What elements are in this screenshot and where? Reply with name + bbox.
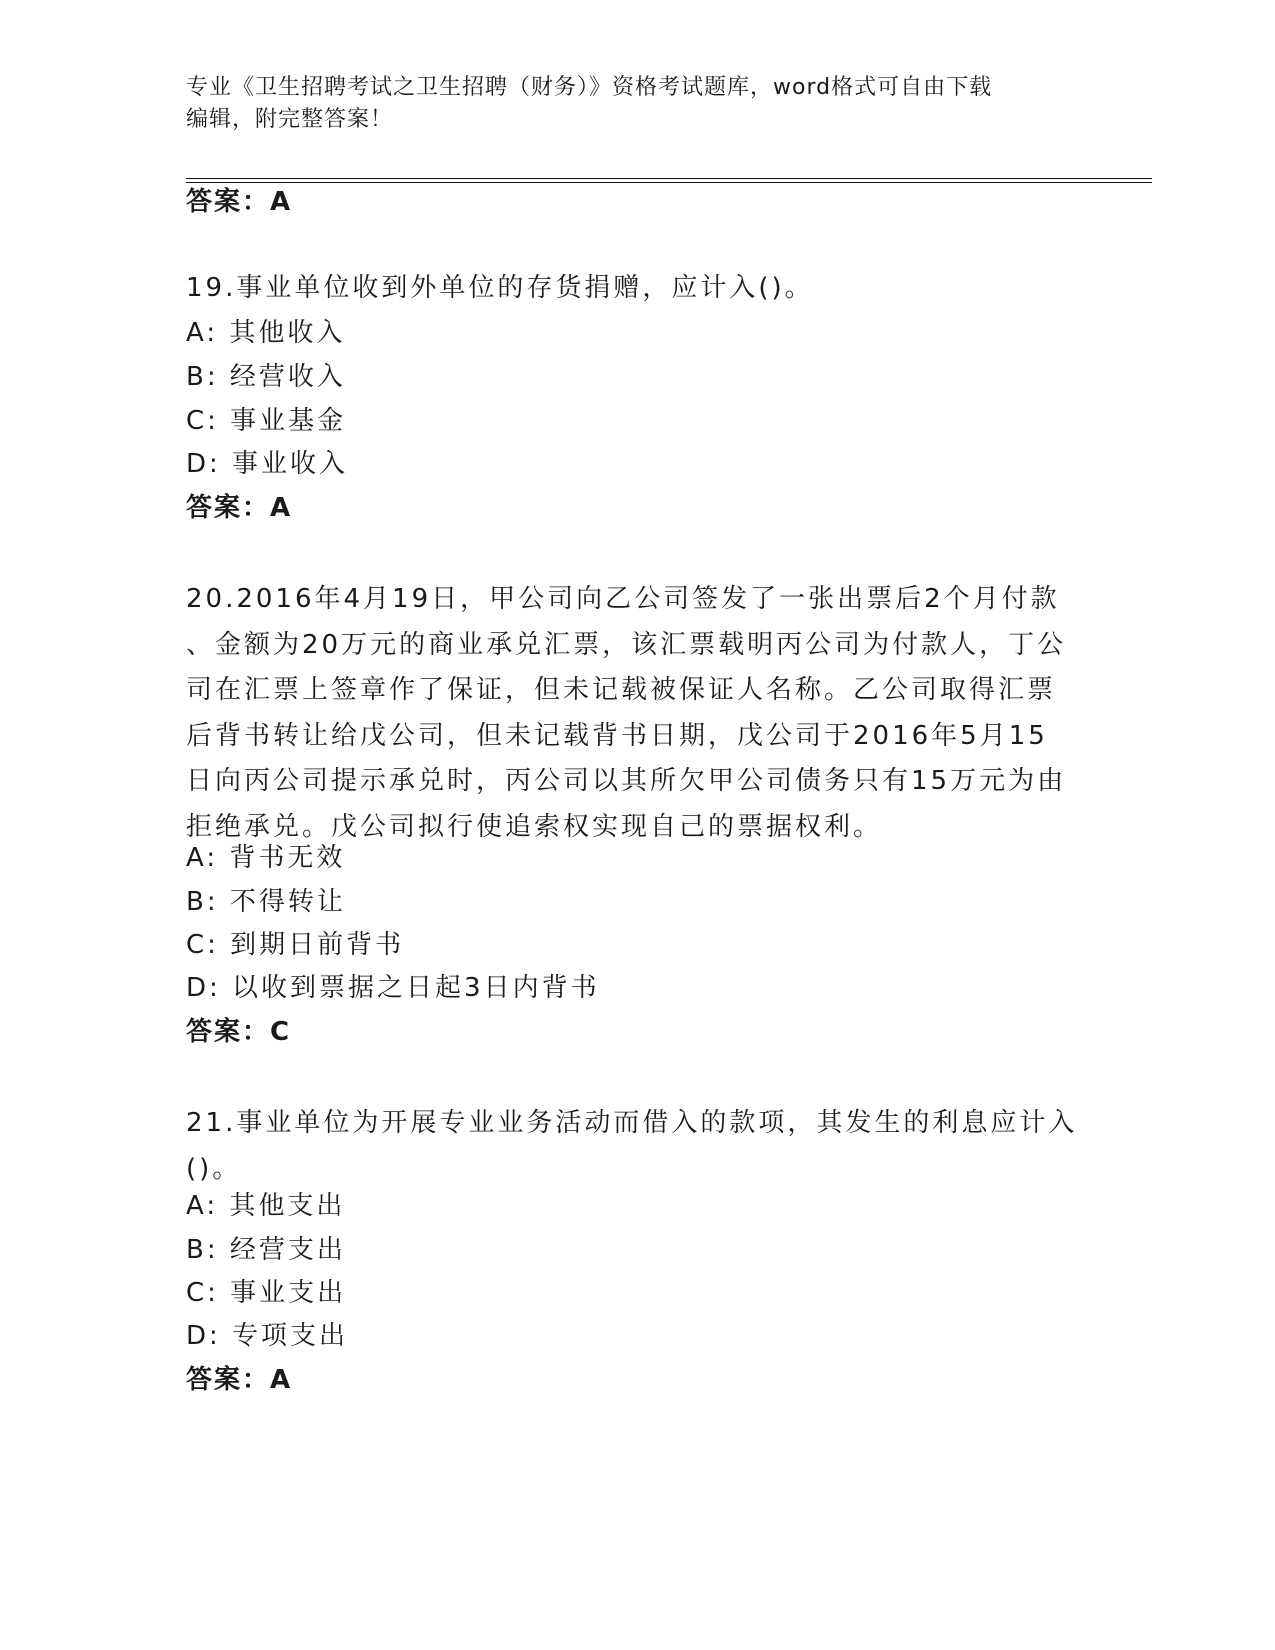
q21-question-line-2: ()。 — [186, 1153, 242, 1184]
q21-option-b: B: 经营支出 — [186, 1235, 346, 1265]
q20-option-b: B: 不得转让 — [186, 887, 346, 917]
q19-option-b: B: 经营收入 — [186, 362, 346, 392]
q20-question-line-4: 后背书转让给戊公司，但未记载背书日期，戊公司于2016年5月15 — [186, 720, 1048, 751]
header-line-1: 专业《卫生招聘考试之卫生招聘（财务）》资格考试题库，word格式可自由下载 — [186, 75, 993, 100]
header-line-2: 编辑，附完整答案！ — [186, 107, 394, 132]
q20-question-line-6: 拒绝承兑。戊公司拟行使追索权实现自己的票据权利。 — [186, 811, 883, 842]
q19-question: 19.事业单位收到外单位的存货捐赠，应计入()。 — [186, 273, 814, 303]
previous-answer: 答案：A — [186, 187, 293, 217]
q20-option-c: C: 到期日前背书 — [186, 930, 405, 960]
q21-option-a: A: 其他支出 — [186, 1191, 346, 1221]
q19-option-a: A: 其他收入 — [186, 318, 346, 348]
page-header — [186, 72, 1086, 136]
q20-option-a: A: 背书无效 — [186, 843, 346, 873]
q19-answer: 答案：A — [186, 493, 293, 523]
q19-option-c: C: 事业基金 — [186, 406, 347, 436]
q21-option-c: C: 事业支出 — [186, 1278, 347, 1308]
header-divider-top — [186, 178, 1152, 179]
q19-option-d: D: 事业收入 — [186, 449, 349, 479]
q20-question-line-3: 司在汇票上签章作了保证，但未记载被保证人名称。乙公司取得汇票 — [186, 675, 1057, 705]
q21-question-line-1: 21.事业单位为开展专业业务活动而借入的款项，其发生的利息应计入 — [186, 1108, 1078, 1138]
q21-option-d: D: 专项支出 — [186, 1321, 349, 1351]
q20-question-line-5: 日向丙公司提示承兑时，丙公司以其所欠甲公司债务只有15万元为由 — [186, 766, 1067, 796]
q21-question — [186, 1101, 1086, 1192]
header-divider-bottom — [186, 182, 1152, 183]
q21-answer: 答案：A — [186, 1365, 293, 1395]
q20-question-line-2: 、金额为20万元的商业承兑汇票，该汇票载明丙公司为付款人，丁公 — [186, 629, 1067, 660]
q20-question — [186, 577, 1086, 850]
q20-option-d: D: 以收到票据之日起3日内背书 — [186, 973, 600, 1003]
q20-answer: 答案：C — [186, 1017, 292, 1047]
q20-question-line-1: 20.2016年4月19日，甲公司向乙公司签发了一张出票后2个月付款 — [186, 584, 1060, 614]
